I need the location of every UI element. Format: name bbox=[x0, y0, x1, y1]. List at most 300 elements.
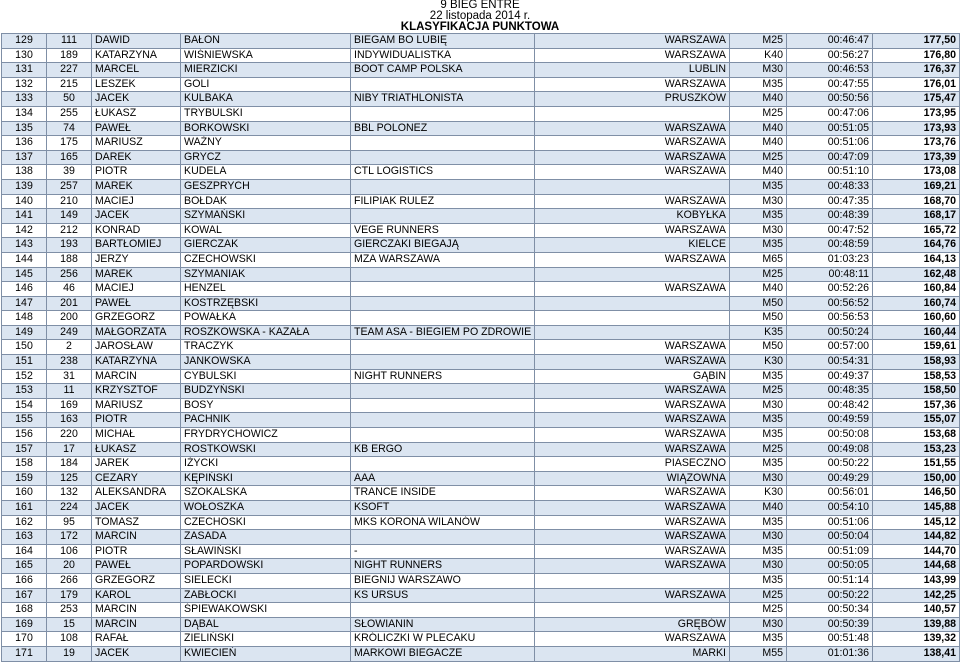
place-cell: 170 bbox=[2, 632, 47, 647]
points-cell: 145,12 bbox=[873, 515, 960, 530]
table-row bbox=[2, 179, 960, 194]
first-name-cell: PAWEŁ bbox=[92, 296, 181, 311]
event-date: 22 listopada 2014 r. bbox=[429, 10, 531, 22]
table-row bbox=[2, 238, 960, 253]
first-name-cell: KATARZYNA bbox=[92, 355, 181, 370]
first-name-cell: ŁUKASZ bbox=[92, 442, 181, 457]
table-row bbox=[2, 544, 960, 559]
category-cell: M40 bbox=[730, 282, 787, 297]
points-cell: 140,57 bbox=[873, 603, 960, 618]
time-cell: 00:51:48 bbox=[787, 632, 873, 647]
first-name-cell: MARIUSZ bbox=[92, 398, 181, 413]
bib-cell: 165 bbox=[47, 150, 92, 165]
city-cell: WARSZAWA bbox=[535, 442, 730, 457]
first-name-cell: JERZY bbox=[92, 252, 181, 267]
time-cell: 00:56:52 bbox=[787, 296, 873, 311]
category-cell: M40 bbox=[730, 136, 787, 151]
table-row bbox=[2, 92, 960, 107]
time-cell: 01:01:36 bbox=[787, 646, 873, 661]
place-cell: 132 bbox=[2, 77, 47, 92]
bib-cell: 212 bbox=[47, 223, 92, 238]
first-name-cell: JAROSŁAW bbox=[92, 340, 181, 355]
table-row bbox=[2, 296, 960, 311]
document-header bbox=[0, 0, 960, 33]
first-name-cell: DAREK bbox=[92, 150, 181, 165]
category-cell: M35 bbox=[730, 544, 787, 559]
points-cell: 150,00 bbox=[873, 471, 960, 486]
place-cell: 154 bbox=[2, 398, 47, 413]
points-cell: 160,60 bbox=[873, 311, 960, 326]
club-cell bbox=[351, 282, 535, 297]
category-cell: M50 bbox=[730, 340, 787, 355]
time-cell: 00:50:56 bbox=[787, 92, 873, 107]
first-name-cell: MACIEJ bbox=[92, 282, 181, 297]
place-cell: 147 bbox=[2, 296, 47, 311]
club-cell: MKS KORONA WILANÓW bbox=[351, 515, 535, 530]
table-row bbox=[2, 325, 960, 340]
city-cell: MARKI bbox=[535, 646, 730, 661]
place-cell: 160 bbox=[2, 486, 47, 501]
time-cell: 00:48:33 bbox=[787, 179, 873, 194]
city-cell bbox=[535, 296, 730, 311]
points-cell: 139,88 bbox=[873, 617, 960, 632]
category-cell: M25 bbox=[730, 442, 787, 457]
points-cell: 146,50 bbox=[873, 486, 960, 501]
place-cell: 168 bbox=[2, 603, 47, 618]
city-cell: WARSZAWA bbox=[535, 340, 730, 355]
table-row bbox=[2, 209, 960, 224]
first-name-cell: MACIEJ bbox=[92, 194, 181, 209]
time-cell: 00:48:42 bbox=[787, 398, 873, 413]
category-cell: M35 bbox=[730, 77, 787, 92]
classification-title: KLASYFIKACJA PUNKTOWA bbox=[400, 21, 560, 33]
points-cell: 177,50 bbox=[873, 34, 960, 49]
bib-cell: 249 bbox=[47, 325, 92, 340]
table-row bbox=[2, 632, 960, 647]
city-cell: WARSZAWA bbox=[535, 355, 730, 370]
place-cell: 162 bbox=[2, 515, 47, 530]
time-cell: 00:50:05 bbox=[787, 559, 873, 574]
city-cell bbox=[535, 267, 730, 282]
club-cell bbox=[351, 603, 535, 618]
first-name-cell: JACEK bbox=[92, 501, 181, 516]
city-cell bbox=[535, 573, 730, 588]
time-cell: 00:52:26 bbox=[787, 282, 873, 297]
bib-cell: 201 bbox=[47, 296, 92, 311]
place-cell: 140 bbox=[2, 194, 47, 209]
club-cell bbox=[351, 106, 535, 121]
city-cell: WARSZAWA bbox=[535, 501, 730, 516]
place-cell: 133 bbox=[2, 92, 47, 107]
bib-cell: 175 bbox=[47, 136, 92, 151]
first-name-cell: GRZEGORZ bbox=[92, 573, 181, 588]
time-cell: 00:51:05 bbox=[787, 121, 873, 136]
city-cell: WARSZAWA bbox=[535, 544, 730, 559]
city-cell: WARSZAWA bbox=[535, 48, 730, 63]
city-cell: WARSZAWA bbox=[535, 413, 730, 428]
category-cell: M30 bbox=[730, 617, 787, 632]
table-row bbox=[2, 530, 960, 545]
category-cell: M35 bbox=[730, 179, 787, 194]
last-name-cell: IŻYCKI bbox=[181, 457, 351, 472]
bib-cell: 17 bbox=[47, 442, 92, 457]
table-row bbox=[2, 369, 960, 384]
first-name-cell: KONRAD bbox=[92, 223, 181, 238]
table-row bbox=[2, 106, 960, 121]
bib-cell: 106 bbox=[47, 544, 92, 559]
first-name-cell: PAWEŁ bbox=[92, 559, 181, 574]
last-name-cell: ROSTKOWSKI bbox=[181, 442, 351, 457]
table-row bbox=[2, 355, 960, 370]
city-cell: PRUSZKÓW bbox=[535, 92, 730, 107]
city-cell: WARSZAWA bbox=[535, 559, 730, 574]
points-cell: 169,21 bbox=[873, 179, 960, 194]
points-cell: 151,55 bbox=[873, 457, 960, 472]
points-cell: 153,68 bbox=[873, 428, 960, 443]
last-name-cell: KUDELA bbox=[181, 165, 351, 180]
club-cell: INDYWIDUALISTKA bbox=[351, 48, 535, 63]
table-row bbox=[2, 617, 960, 632]
category-cell: M25 bbox=[730, 384, 787, 399]
first-name-cell: KATARZYNA bbox=[92, 48, 181, 63]
category-cell: M25 bbox=[730, 34, 787, 49]
club-cell bbox=[351, 179, 535, 194]
table-row bbox=[2, 428, 960, 443]
club-cell: MZA WARSZAWA bbox=[351, 252, 535, 267]
table-row bbox=[2, 282, 960, 297]
time-cell: 00:49:29 bbox=[787, 471, 873, 486]
time-cell: 00:50:08 bbox=[787, 428, 873, 443]
club-cell: BOOT CAMP POLSKA bbox=[351, 63, 535, 78]
place-cell: 151 bbox=[2, 355, 47, 370]
points-cell: 168,70 bbox=[873, 194, 960, 209]
table-row bbox=[2, 136, 960, 151]
first-name-cell: JAREK bbox=[92, 457, 181, 472]
last-name-cell: POWAŁKA bbox=[181, 311, 351, 326]
first-name-cell: JACEK bbox=[92, 646, 181, 661]
place-cell: 134 bbox=[2, 106, 47, 121]
bib-cell: 19 bbox=[47, 646, 92, 661]
city-cell: WARSZAWA bbox=[535, 428, 730, 443]
bib-cell: 50 bbox=[47, 92, 92, 107]
first-name-cell: MARCIN bbox=[92, 617, 181, 632]
category-cell: M55 bbox=[730, 646, 787, 661]
last-name-cell: FRYDRYCHOWICZ bbox=[181, 428, 351, 443]
first-name-cell: KAROL bbox=[92, 588, 181, 603]
bib-cell: 238 bbox=[47, 355, 92, 370]
place-cell: 142 bbox=[2, 223, 47, 238]
category-cell: K30 bbox=[730, 355, 787, 370]
table-row bbox=[2, 573, 960, 588]
points-cell: 158,93 bbox=[873, 355, 960, 370]
first-name-cell: MAREK bbox=[92, 267, 181, 282]
last-name-cell: WOŁOSZKA bbox=[181, 501, 351, 516]
category-cell: M65 bbox=[730, 252, 787, 267]
bib-cell: 39 bbox=[47, 165, 92, 180]
table-row bbox=[2, 165, 960, 180]
points-cell: 160,74 bbox=[873, 296, 960, 311]
table-row bbox=[2, 223, 960, 238]
last-name-cell: GIERCZAK bbox=[181, 238, 351, 253]
points-cell: 162,48 bbox=[873, 267, 960, 282]
table-row bbox=[2, 413, 960, 428]
time-cell: 00:51:14 bbox=[787, 573, 873, 588]
table-row bbox=[2, 559, 960, 574]
time-cell: 00:50:04 bbox=[787, 530, 873, 545]
bib-cell: 189 bbox=[47, 48, 92, 63]
time-cell: 00:49:59 bbox=[787, 413, 873, 428]
first-name-cell: GRZEGORZ bbox=[92, 311, 181, 326]
category-cell: M25 bbox=[730, 588, 787, 603]
city-cell bbox=[535, 106, 730, 121]
club-cell: BBL POLONEZ bbox=[351, 121, 535, 136]
last-name-cell: WAŻNY bbox=[181, 136, 351, 151]
points-cell: 164,13 bbox=[873, 252, 960, 267]
table-row bbox=[2, 150, 960, 165]
bib-cell: 108 bbox=[47, 632, 92, 647]
time-cell: 00:49:08 bbox=[787, 442, 873, 457]
bib-cell: 184 bbox=[47, 457, 92, 472]
points-cell: 138,41 bbox=[873, 646, 960, 661]
category-cell: M30 bbox=[730, 530, 787, 545]
last-name-cell: GRYCZ bbox=[181, 150, 351, 165]
city-cell: LUBLIN bbox=[535, 63, 730, 78]
first-name-cell: MICHAŁ bbox=[92, 428, 181, 443]
place-cell: 167 bbox=[2, 588, 47, 603]
table-row bbox=[2, 63, 960, 78]
last-name-cell: SZYMAŃSKI bbox=[181, 209, 351, 224]
city-cell: WARSZAWA bbox=[535, 486, 730, 501]
club-cell: KSOFT bbox=[351, 501, 535, 516]
first-name-cell: ALEKSANDRA bbox=[92, 486, 181, 501]
time-cell: 00:47:52 bbox=[787, 223, 873, 238]
category-cell: K35 bbox=[730, 325, 787, 340]
last-name-cell: BORKOWSKI bbox=[181, 121, 351, 136]
table-row bbox=[2, 340, 960, 355]
points-cell: 173,93 bbox=[873, 121, 960, 136]
city-cell: WARSZAWA bbox=[535, 384, 730, 399]
place-cell: 159 bbox=[2, 471, 47, 486]
club-cell bbox=[351, 267, 535, 282]
first-name-cell: MARCIN bbox=[92, 369, 181, 384]
category-cell: M30 bbox=[730, 398, 787, 413]
time-cell: 00:50:22 bbox=[787, 588, 873, 603]
last-name-cell: CYBULSKI bbox=[181, 369, 351, 384]
bib-cell: 215 bbox=[47, 77, 92, 92]
place-cell: 161 bbox=[2, 501, 47, 516]
category-cell: M30 bbox=[730, 194, 787, 209]
last-name-cell: BOSY bbox=[181, 398, 351, 413]
category-cell: M35 bbox=[730, 369, 787, 384]
city-cell: WARSZAWA bbox=[535, 282, 730, 297]
category-cell: M35 bbox=[730, 632, 787, 647]
last-name-cell: BUDZYŃSKI bbox=[181, 384, 351, 399]
place-cell: 129 bbox=[2, 34, 47, 49]
place-cell: 143 bbox=[2, 238, 47, 253]
first-name-cell: RAFAŁ bbox=[92, 632, 181, 647]
club-cell: CTL LOGISTICS bbox=[351, 165, 535, 180]
last-name-cell: JANKOWSKA bbox=[181, 355, 351, 370]
category-cell: M25 bbox=[730, 150, 787, 165]
bib-cell: 15 bbox=[47, 617, 92, 632]
table-row bbox=[2, 457, 960, 472]
points-cell: 165,72 bbox=[873, 223, 960, 238]
last-name-cell: BOŁDAK bbox=[181, 194, 351, 209]
last-name-cell: SŁAWIŃSKI bbox=[181, 544, 351, 559]
bib-cell: 193 bbox=[47, 238, 92, 253]
last-name-cell: WIŚNIEWSKA bbox=[181, 48, 351, 63]
points-cell: 144,82 bbox=[873, 530, 960, 545]
category-cell: M40 bbox=[730, 121, 787, 136]
last-name-cell: ROSZKOWSKA - KAZAŁA bbox=[181, 325, 351, 340]
club-cell bbox=[351, 398, 535, 413]
place-cell: 130 bbox=[2, 48, 47, 63]
time-cell: 00:47:09 bbox=[787, 150, 873, 165]
points-cell: 159,61 bbox=[873, 340, 960, 355]
first-name-cell: ŁUKASZ bbox=[92, 106, 181, 121]
points-cell: 144,70 bbox=[873, 544, 960, 559]
last-name-cell: ZABŁOCKI bbox=[181, 588, 351, 603]
last-name-cell: HENZEL bbox=[181, 282, 351, 297]
category-cell: M25 bbox=[730, 603, 787, 618]
city-cell: KOBYŁKA bbox=[535, 209, 730, 224]
category-cell: M40 bbox=[730, 501, 787, 516]
bib-cell: 95 bbox=[47, 515, 92, 530]
category-cell: M35 bbox=[730, 238, 787, 253]
points-cell: 155,07 bbox=[873, 413, 960, 428]
time-cell: 00:48:59 bbox=[787, 238, 873, 253]
bib-cell: 257 bbox=[47, 179, 92, 194]
category-cell: M35 bbox=[730, 413, 787, 428]
category-cell: M25 bbox=[730, 267, 787, 282]
table-row bbox=[2, 486, 960, 501]
bib-cell: 20 bbox=[47, 559, 92, 574]
club-cell: TEAM ASA - BIEGIEM PO ZDROWIE bbox=[351, 325, 535, 340]
points-cell: 176,80 bbox=[873, 48, 960, 63]
place-cell: 150 bbox=[2, 340, 47, 355]
city-cell: KIELCE bbox=[535, 238, 730, 253]
time-cell: 01:03:23 bbox=[787, 252, 873, 267]
club-cell: MARKOWI BIEGACZE bbox=[351, 646, 535, 661]
club-cell bbox=[351, 428, 535, 443]
first-name-cell: MARCIN bbox=[92, 530, 181, 545]
results-table bbox=[1, 33, 960, 662]
place-cell: 131 bbox=[2, 63, 47, 78]
bib-cell: 210 bbox=[47, 194, 92, 209]
points-cell: 173,76 bbox=[873, 136, 960, 151]
club-cell bbox=[351, 150, 535, 165]
time-cell: 00:51:10 bbox=[787, 165, 873, 180]
club-cell: BIEGNIJ WARSZAWO bbox=[351, 573, 535, 588]
club-cell: - bbox=[351, 544, 535, 559]
category-cell: M30 bbox=[730, 223, 787, 238]
place-cell: 135 bbox=[2, 121, 47, 136]
club-cell: GIERCZAKI BIEGAJĄ bbox=[351, 238, 535, 253]
bib-cell: 11 bbox=[47, 384, 92, 399]
place-cell: 169 bbox=[2, 617, 47, 632]
points-cell: 176,01 bbox=[873, 77, 960, 92]
time-cell: 00:51:06 bbox=[787, 136, 873, 151]
place-cell: 153 bbox=[2, 384, 47, 399]
points-cell: 144,68 bbox=[873, 559, 960, 574]
table-row bbox=[2, 77, 960, 92]
bib-cell: 169 bbox=[47, 398, 92, 413]
table-row bbox=[2, 603, 960, 618]
points-cell: 142,25 bbox=[873, 588, 960, 603]
last-name-cell: CZECHOWSKI bbox=[181, 252, 351, 267]
club-cell: NIBY TRIATHLONISTA bbox=[351, 92, 535, 107]
points-cell: 173,95 bbox=[873, 106, 960, 121]
first-name-cell: PIOTR bbox=[92, 165, 181, 180]
table-row bbox=[2, 515, 960, 530]
category-cell: M35 bbox=[730, 209, 787, 224]
bib-cell: 111 bbox=[47, 34, 92, 49]
bib-cell: 179 bbox=[47, 588, 92, 603]
last-name-cell: PACHNIK bbox=[181, 413, 351, 428]
place-cell: 144 bbox=[2, 252, 47, 267]
place-cell: 141 bbox=[2, 209, 47, 224]
city-cell bbox=[535, 325, 730, 340]
club-cell: NIGHT RUNNERS bbox=[351, 559, 535, 574]
last-name-cell: KWIECIEŃ bbox=[181, 646, 351, 661]
city-cell: WARSZAWA bbox=[535, 398, 730, 413]
club-cell: SŁOWIANIN bbox=[351, 617, 535, 632]
last-name-cell: SIELECKI bbox=[181, 573, 351, 588]
bib-cell: 188 bbox=[47, 252, 92, 267]
category-cell: M30 bbox=[730, 559, 787, 574]
place-cell: 145 bbox=[2, 267, 47, 282]
table-row bbox=[2, 384, 960, 399]
bib-cell: 2 bbox=[47, 340, 92, 355]
city-cell: WARSZAWA bbox=[535, 165, 730, 180]
bib-cell: 46 bbox=[47, 282, 92, 297]
last-name-cell: KULBAKA bbox=[181, 92, 351, 107]
last-name-cell: POPARDOWSKI bbox=[181, 559, 351, 574]
club-cell bbox=[351, 413, 535, 428]
category-cell: M25 bbox=[730, 106, 787, 121]
last-name-cell: ZASADA bbox=[181, 530, 351, 545]
points-cell: 158,53 bbox=[873, 369, 960, 384]
last-name-cell: SZYMANIAK bbox=[181, 267, 351, 282]
last-name-cell: ŚPIEWAKOWSKI bbox=[181, 603, 351, 618]
city-cell: WARSZAWA bbox=[535, 223, 730, 238]
table-row bbox=[2, 48, 960, 63]
first-name-cell: JACEK bbox=[92, 209, 181, 224]
bib-cell: 149 bbox=[47, 209, 92, 224]
city-cell bbox=[535, 311, 730, 326]
time-cell: 00:57:00 bbox=[787, 340, 873, 355]
place-cell: 166 bbox=[2, 573, 47, 588]
club-cell: KRÓLICZKI W PLECAKU bbox=[351, 632, 535, 647]
first-name-cell: DAWID bbox=[92, 34, 181, 49]
city-cell: WARSZAWA bbox=[535, 121, 730, 136]
club-cell bbox=[351, 355, 535, 370]
points-cell: 176,37 bbox=[873, 63, 960, 78]
table-row bbox=[2, 34, 960, 49]
first-name-cell: MARIUSZ bbox=[92, 136, 181, 151]
time-cell: 00:54:31 bbox=[787, 355, 873, 370]
first-name-cell: PIOTR bbox=[92, 413, 181, 428]
first-name-cell: BARTŁOMIEJ bbox=[92, 238, 181, 253]
place-cell: 164 bbox=[2, 544, 47, 559]
bib-cell: 255 bbox=[47, 106, 92, 121]
place-cell: 139 bbox=[2, 179, 47, 194]
first-name-cell: MAREK bbox=[92, 179, 181, 194]
club-cell: KB ERGO bbox=[351, 442, 535, 457]
table-row bbox=[2, 121, 960, 136]
event-title: 9 BIEG ENTRE bbox=[440, 0, 520, 11]
category-cell: K40 bbox=[730, 48, 787, 63]
